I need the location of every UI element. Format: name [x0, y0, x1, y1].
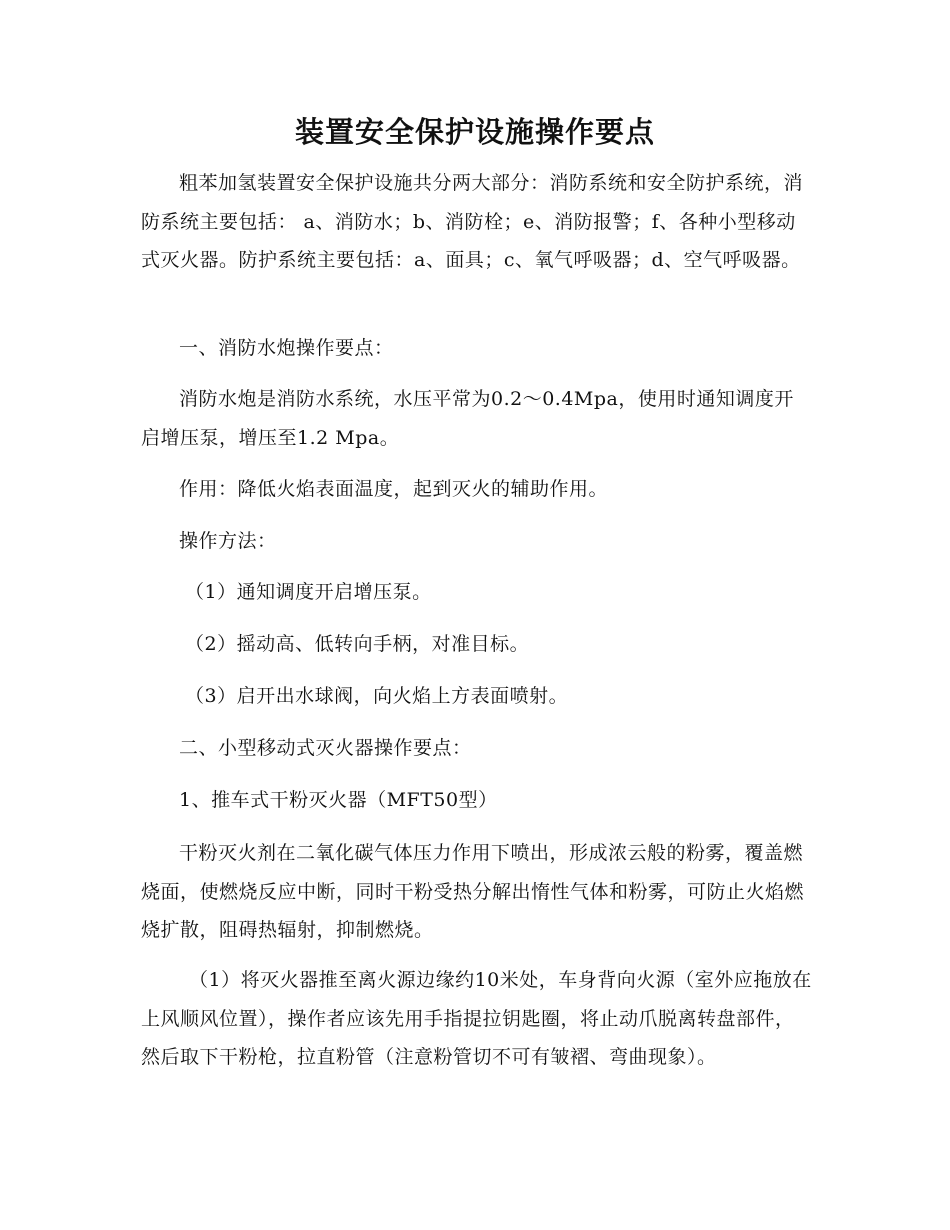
- body-paragraph: 操作方法：: [179, 530, 277, 552]
- list-item: （3）启开出水球阀，向火焰上方表面喷射。: [185, 685, 569, 707]
- page-title: 装置安全保护设施操作要点: [294, 115, 655, 149]
- intro-paragraph: 粗苯加氢装置安全保护设施共分两大部分：消防系统和安全防护系统，消防系统主要包括： a、消防水；b、消防栓；e、消防报警；f、各种小型移动式灭火器。防护系统主要包括：a、面具；c、氧气呼吸器；d、空气呼吸器。: [141, 172, 804, 271]
- list-item: （1）通知调度开启增压泵。: [185, 581, 432, 603]
- list-item: （2）摇动高、低转向手柄，对准目标。: [185, 633, 530, 655]
- body-paragraph: 消防水炮是消防水系统，水压平常为0.2～0.4Mpa，使用时通知调度开启增压泵，增压至1.2 Mpa。: [141, 388, 794, 449]
- subsection-heading: 1、推车式干粉灭火器（MFT50型）: [179, 789, 498, 811]
- section-heading: 一、消防水炮操作要点：: [179, 337, 394, 359]
- body-paragraph: 作用：降低火焰表面温度，起到灭火的辅助作用。: [179, 478, 609, 500]
- body-paragraph: 干粉灭火剂在二氧化碳气体压力作用下喷出，形成浓云般的粉雾，覆盖燃烧面，使燃烧反应中断，同时干粉受热分解出惰性气体和粉雾，可防止火焰燃烧扩散，阻碍热辐射，抑制燃烧。: [141, 842, 805, 941]
- section-heading: 二、小型移动式灭火器操作要点：: [179, 737, 472, 759]
- body-paragraph: （1）将灭火器推至离火源边缘约10米处，车身背向火源（室外应拖放在上风顺风位置），操作者应该先用手指提拉钥匙圈，将止动爪脱离转盘部件，然后取下干粉枪，拉直粉管（注意粉管切不可有皱褶、弯曲现象）。: [141, 969, 812, 1068]
